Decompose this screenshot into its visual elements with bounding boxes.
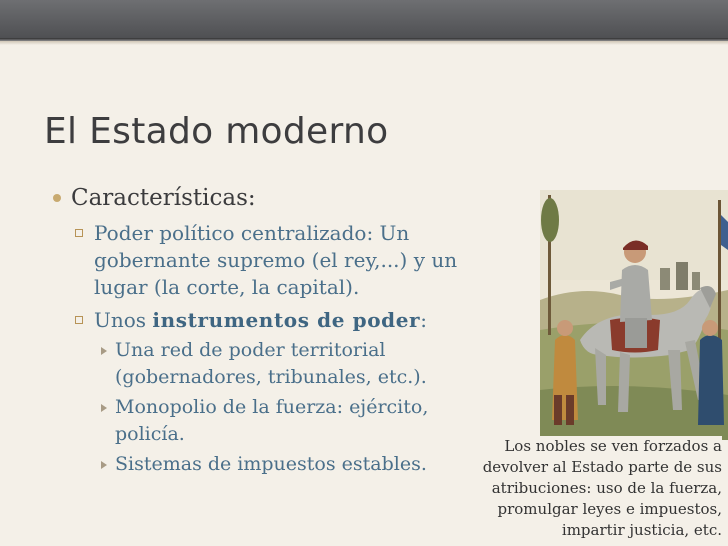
bullet-level-1 xyxy=(55,183,495,214)
knight-image xyxy=(540,190,728,440)
sub-bullet xyxy=(75,307,495,334)
sub-sub-bullet-text: Una red de poder territorial (gobernadores, tribunales, etc.). xyxy=(115,339,427,388)
sub-bullet-text xyxy=(94,307,427,334)
sub-sub-bullet-text: Sistemas de impuestos estables. xyxy=(115,453,427,475)
sub-sub-bullet xyxy=(101,451,495,478)
sub-bullet-suffix: : xyxy=(420,308,427,332)
sub-sub-bullet xyxy=(101,394,495,448)
square-bullet-icon xyxy=(75,229,83,237)
triangle-bullet-icon xyxy=(101,461,107,469)
sub-sub-bullet-text: Monopolio de la fuerza: ejército, policía. xyxy=(115,396,429,445)
triangle-bullet-icon xyxy=(101,404,107,412)
sub-bullet-text: Poder político centralizado: Un gobernante supremo (el rey,...) y un lugar (la corte, la capital). xyxy=(94,221,458,299)
bullet-list xyxy=(55,183,495,478)
image-caption: Los nobles se ven forzados a devolver al Estado parte de sus atribuciones: uso de la fuerza, promulgar leyes e impuestos, impartir justicia, etc. xyxy=(468,436,722,541)
header-band xyxy=(0,0,728,38)
triangle-bullet-icon xyxy=(101,347,107,355)
sub-bullet xyxy=(75,220,495,301)
bullet-dot-icon xyxy=(53,194,61,202)
sub-sub-bullet xyxy=(101,337,495,391)
bullet-text: Características: xyxy=(71,185,256,211)
header-accent xyxy=(0,41,728,45)
medieval-knight-illustration xyxy=(540,190,728,440)
slide-title: El Estado moderno xyxy=(44,111,389,152)
square-bullet-icon xyxy=(75,316,83,324)
sub-bullet-bold: instrumentos de poder xyxy=(152,308,421,332)
sub-bullet-prefix: Unos xyxy=(94,308,153,332)
